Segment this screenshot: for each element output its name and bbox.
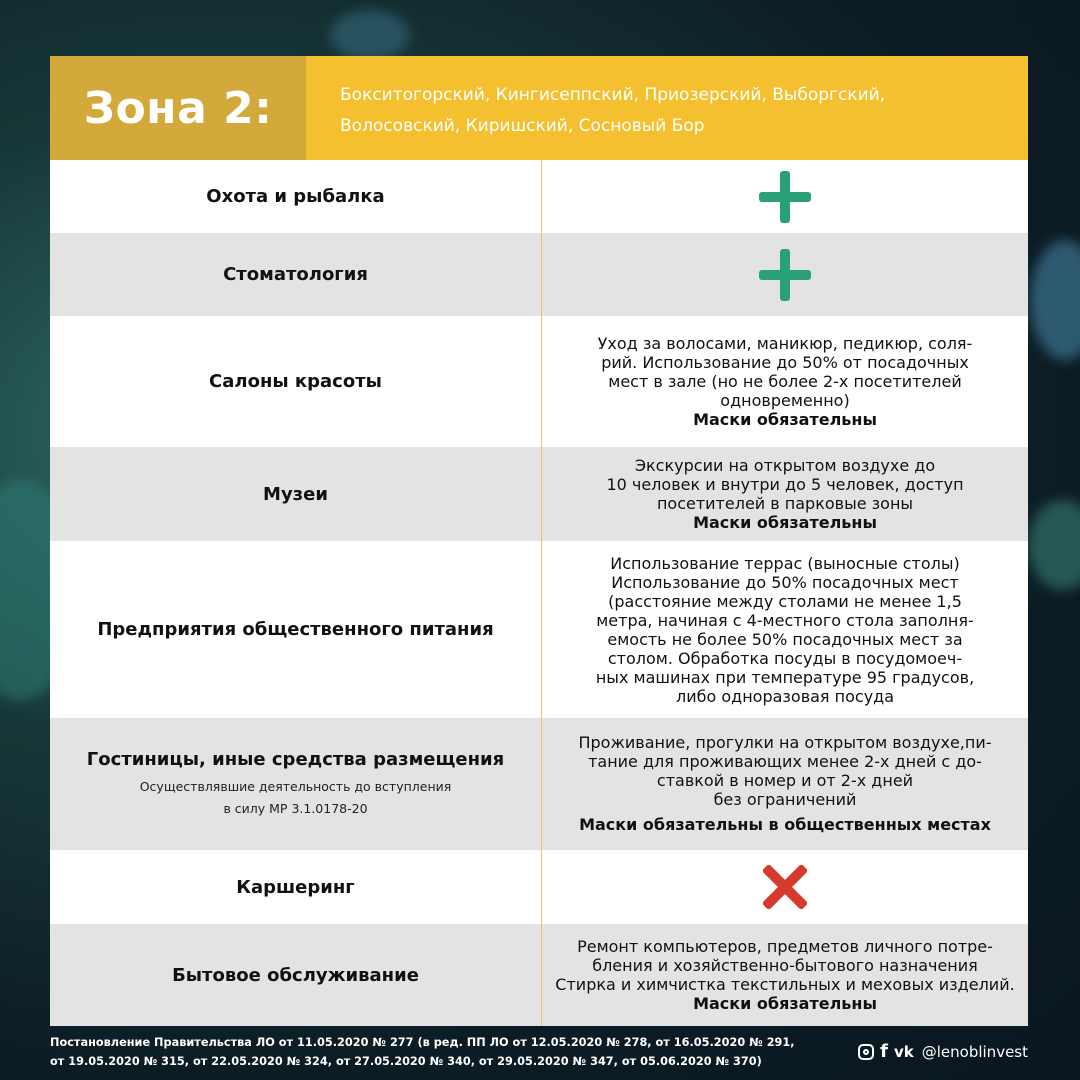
description-line: 10 человек и внутри до 5 человек, доступ <box>606 474 964 494</box>
category-label: Гостиницы, иные средства размещения <box>86 748 505 770</box>
table-row <box>50 541 1028 718</box>
table-row <box>50 850 1028 924</box>
table-row <box>50 160 1028 233</box>
description-cell <box>542 316 1028 447</box>
social-links <box>858 1043 1028 1061</box>
description-line: ных машинах при температуре 95 градусов, <box>595 667 975 687</box>
description-line: без ограничений <box>713 790 857 809</box>
description-line: мест в зале (но не более 2-х посетителей <box>608 371 962 391</box>
header <box>50 56 1028 160</box>
zone-title: Зона 2: <box>83 82 273 134</box>
description-line: метра, начиная с 4-местного стола заполня- <box>596 610 974 630</box>
category-note-line: Осуществлявшие деятельность до вступления <box>139 778 452 794</box>
table-row <box>50 924 1028 1026</box>
description-cell <box>542 541 1028 718</box>
description-line: ставкой в номер и от 2-х дней <box>656 771 914 790</box>
description-line: Экскурсии на открытом воздухе до <box>634 455 936 475</box>
category-label: Бытовое обслуживание <box>172 964 419 986</box>
zone-box <box>50 56 306 160</box>
mask-requirement: Маски обязательны <box>693 409 877 429</box>
description-line: столом. Обработка посуды в посудомоеч- <box>607 648 963 668</box>
districts-line: Бокситогорский, Кингисеппский, Приозерский, Выборгский, <box>340 85 886 105</box>
background-virus-shape <box>1028 500 1080 590</box>
description-line: посетителей в парковые зоны <box>656 493 914 513</box>
districts-line: Волосовский, Киришский, Сосновый Бор <box>340 116 705 136</box>
legal-reference <box>50 1033 850 1071</box>
districts-list <box>340 80 1000 142</box>
description-line: Уход за волосами, маникюр, педикюр, соля- <box>597 333 973 353</box>
background-virus-shape <box>330 10 410 60</box>
description-line: одновременно) <box>720 390 850 410</box>
category-label: Стоматология <box>223 264 368 285</box>
table-row <box>50 316 1028 447</box>
mask-requirement: Маски обязательны <box>693 512 877 532</box>
category-label: Каршеринг <box>236 876 355 898</box>
category-note <box>140 776 452 820</box>
description-cell <box>542 924 1028 1026</box>
instagram-icon[interactable] <box>858 1044 874 1060</box>
background-virus-shape <box>1030 240 1080 360</box>
description-line: либо одноразовая посуда <box>675 686 895 706</box>
description-line: Ремонт компьютеров, предметов личного потре- <box>577 936 993 956</box>
category-label: Музеи <box>263 483 328 505</box>
description-line: (расстояние между столами не менее 1,5 <box>608 591 962 611</box>
mask-requirement: Маски обязательны в общественных местах <box>579 815 991 834</box>
social-handle[interactable]: @lenoblinvest <box>921 1043 1028 1061</box>
category-note-line: в силу МР 3.1.0178-20 <box>223 800 368 816</box>
description-line: Проживание, прогулки на открытом воздухе,пи- <box>578 733 992 752</box>
description-line: Стирка и химчистка текстильных и меховых изделий. <box>555 974 1015 994</box>
mask-requirement: Маски обязательны <box>693 993 877 1013</box>
table-row <box>50 718 1028 850</box>
plus-icon <box>759 171 811 223</box>
description-line: рий. Использование до 50% от посадочных <box>601 352 969 372</box>
legal-reference-line: от 19.05.2020 № 315, от 22.05.2020 № 324, от 27.05.2020 № 340, от 29.05.2020 № 347, от 05.06.2020 № 370) <box>50 1055 762 1068</box>
facebook-icon[interactable]: f <box>880 1041 888 1062</box>
legal-reference-line: Постановление Правительства ЛО от 11.05.2020 № 277 (в ред. ПП ЛО от 12.05.2020 № 278, от 16.05.2020 № 291, <box>50 1036 795 1049</box>
description-line: бления и хозяйственно-бытового назначения <box>592 955 978 975</box>
table-row <box>50 233 1028 316</box>
category-label: Салоны красоты <box>209 371 382 392</box>
info-card <box>50 56 1028 1026</box>
plus-icon <box>759 249 811 301</box>
description-cell <box>542 447 1028 541</box>
column-divider <box>541 160 542 1026</box>
description-line: Использование до 50% посадочных мест <box>611 572 959 592</box>
table-row <box>50 447 1028 541</box>
description-line: емость не более 50% посадочных мест за <box>607 629 963 649</box>
cross-icon <box>761 863 809 911</box>
description-line: тание для проживающих менее 2-х дней с до- <box>588 752 982 771</box>
description-line: Использование террас (выносные столы) <box>610 553 960 573</box>
category-label: Охота и рыбалка <box>206 186 385 207</box>
vk-icon[interactable]: vk <box>893 1043 914 1061</box>
category-label: Предприятия общественного питания <box>97 619 494 640</box>
description-cell <box>542 718 1028 850</box>
